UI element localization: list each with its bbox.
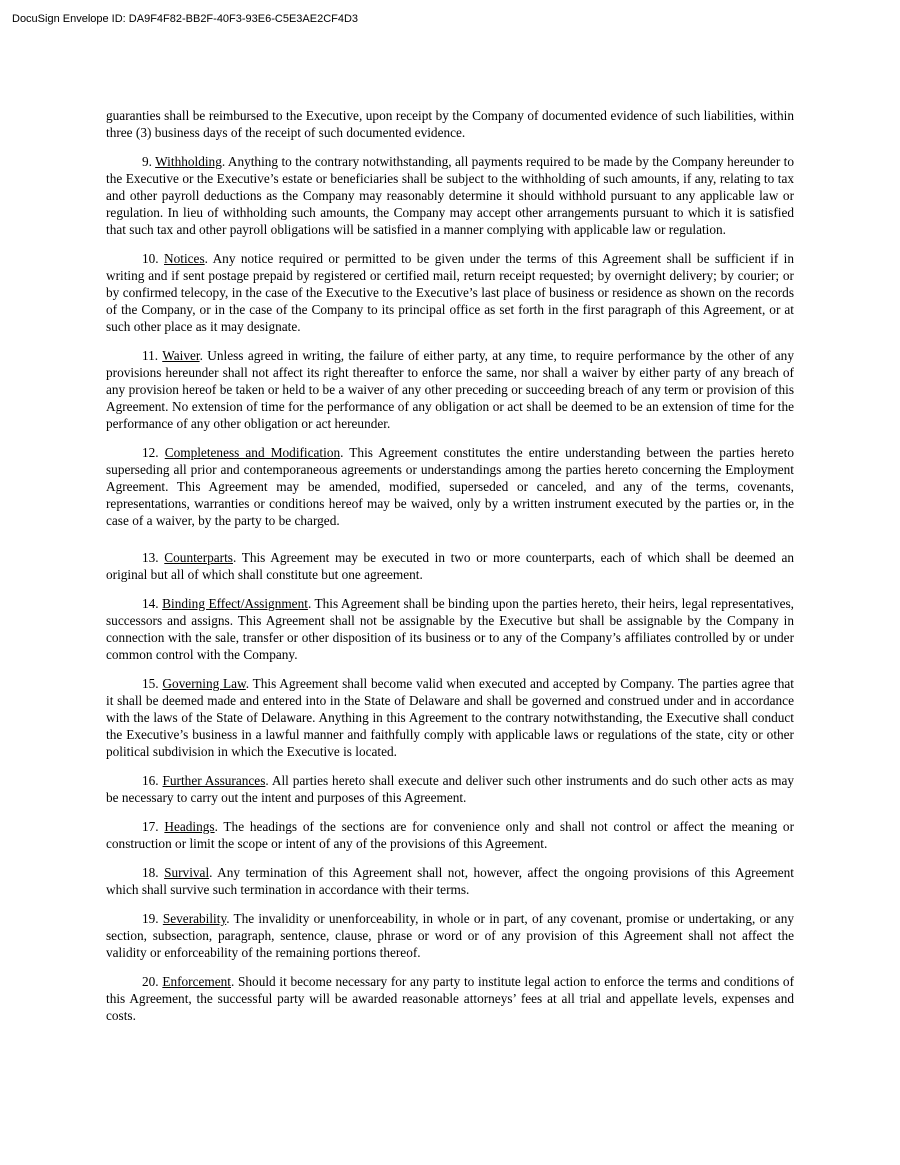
section-number: 20. xyxy=(142,974,159,989)
section-heading: Counterparts xyxy=(164,550,233,565)
section-heading: Further Assurances xyxy=(162,773,266,788)
section-heading: Completeness and Modification xyxy=(164,445,341,460)
section-heading: Enforcement xyxy=(162,974,231,989)
section-body: . This Agreement constitutes the entire understanding between the parties hereto superseding all prior and contemporaneous agreements or understandings among the parties hereto concerning the Employment Agreement. This Agreement may be amended, modified, superseded or canceled, and any of the terms, covenants, representations, warranties or conditions hereof may be waived, only by a written instrument executed by the parties or, in the case of a waiver, by the party to be charged. xyxy=(106,445,795,528)
section-heading: Withholding xyxy=(155,154,222,169)
section-heading: Waiver xyxy=(162,348,200,363)
section-number: 19. xyxy=(142,911,159,926)
section-body: . The headings of the sections are for convenience only and shall not control or affect the meaning or construction or limit the scope or intent of any of the provisions of this Agreement. xyxy=(106,819,795,851)
section-heading: Binding Effect/Assignment xyxy=(162,596,308,611)
section-severability xyxy=(106,910,794,961)
section-body: . Unless agreed in writing, the failure of either party, at any time, to require performance by the other of any provisions hereunder shall not affect its right thereafter to enforce the same, nor shall a waiver by either party of any breach of any provision hereof be taken or held to be a waiver of any other preceding or succeeding breach of any term or provision of this Agreement. No extension of time for the performance of any obligation or act shall be deemed to be an extension of time for the performance of any other obligation or act hereunder. xyxy=(106,348,794,431)
section-binding-effect xyxy=(106,595,794,663)
section-number: 12. xyxy=(142,445,159,460)
section-further-assurances xyxy=(106,772,794,806)
section-body: . Any termination of this Agreement shall not, however, affect the ongoing provisions of this Agreement which shall survive such termination in accordance with their terms. xyxy=(106,865,795,897)
section-body: . This Agreement shall be binding upon the parties hereto, their heirs, legal representatives, successors and assigns. This Agreement shall not be assignable by the Executive but shall be assignable by the Company in connection with the sale, transfer or other disposition of its business or to any of the Company’s affiliates controlled by or under common control with the Company. xyxy=(106,596,795,662)
section-number: 11. xyxy=(142,348,159,363)
section-governing-law xyxy=(106,675,794,760)
section-heading: Severability xyxy=(162,911,227,926)
section-body: . Any notice required or permitted to be given under the terms of this Agreement shall be sufficient if in writing and if sent postage prepaid by registered or certified mail, return receipt requested; by overnight delivery; by courier; or by confirmed telecopy, in the case of the Executive to the Executive’s last place of business or residence as shown on the records of the Company, or in the case of the Company to its principal office as set forth in the first paragraph of this Agreement, or at such other place as it may designate. xyxy=(106,251,794,334)
section-survival xyxy=(106,864,794,898)
section-withholding xyxy=(106,153,794,238)
docusign-envelope-id: DocuSign Envelope ID: DA9F4F82-BB2F-40F3-93E6-C5E3AE2CF4D3 xyxy=(12,13,359,25)
section-number: 17. xyxy=(142,819,159,834)
section-heading: Governing Law xyxy=(162,676,246,691)
section-body: . This Agreement shall become valid when executed and accepted by Company. The parties agree that it shall be deemed made and entered into in the State of Delaware and shall be governed and construed under and in accordance with the laws of the State of Delaware. Anything in this Agreement to the contrary notwithstanding, the Executive shall conduct the Executive’s business in a lawful manner and faithfully comply with applicable laws or regulations of the state, city or other political subdivision in which the Executive is located. xyxy=(106,676,794,759)
section-completeness xyxy=(106,444,794,529)
paragraph-continuation xyxy=(106,107,794,141)
section-body: . This Agreement may be executed in two or more counterparts, each of which shall be deemed an original but all of which shall constitute but one agreement. xyxy=(106,550,794,582)
section-heading: Notices xyxy=(164,251,205,266)
section-notices xyxy=(106,250,794,335)
section-enforcement xyxy=(106,973,794,1024)
section-body: . Anything to the contrary notwithstanding, all payments required to be made by the Company hereunder to the Executive or the Executive’s estate or beneficiaries shall be subject to the withholding of such amounts, if any, relating to tax and other payroll deductions as the Company may reasonably determine it should withhold pursuant to any applicable law or regulation. In lieu of withholding such amounts, the Company may accept other arrangements pursuant to which it is satisfied that such tax and other payroll obligations will be satisfied in a manner complying with applicable law or regulation. xyxy=(106,154,794,237)
section-number: 13. xyxy=(142,550,159,565)
section-body: . Should it become necessary for any party to institute legal action to enforce the terms and conditions of this Agreement, the successful party will be awarded reasonable attorneys’ fees at all trial and appellate levels, expenses and costs. xyxy=(106,974,795,1023)
section-number: 18. xyxy=(142,865,159,880)
section-number: 10. xyxy=(142,251,159,266)
section-heading: Headings xyxy=(164,819,215,834)
section-number: 14. xyxy=(142,596,159,611)
section-heading: Survival xyxy=(164,865,210,880)
paragraph-body: guaranties shall be reimbursed to the Executive, upon receipt by the Company of documented evidence of such liabilities, within three (3) business days of the receipt of such documented evidence. xyxy=(106,108,794,140)
section-number: 15. xyxy=(142,676,159,691)
section-counterparts xyxy=(106,549,794,583)
document-body xyxy=(106,107,794,1024)
section-number: 9. xyxy=(142,154,152,169)
section-number: 16. xyxy=(142,773,159,788)
section-body: . The invalidity or unenforceability, in whole or in part, of any covenant, promise or undertaking, or any section, subsection, paragraph, sentence, clause, phrase or word or of any provision of this Agreement shall not affect the validity or enforceability of the remaining portions thereof. xyxy=(106,911,795,960)
section-headings xyxy=(106,818,794,852)
section-body: . All parties hereto shall execute and deliver such other instruments and do such other acts as may be necessary to carry out the intent and purposes of this Agreement. xyxy=(106,773,795,805)
section-waiver xyxy=(106,347,794,432)
